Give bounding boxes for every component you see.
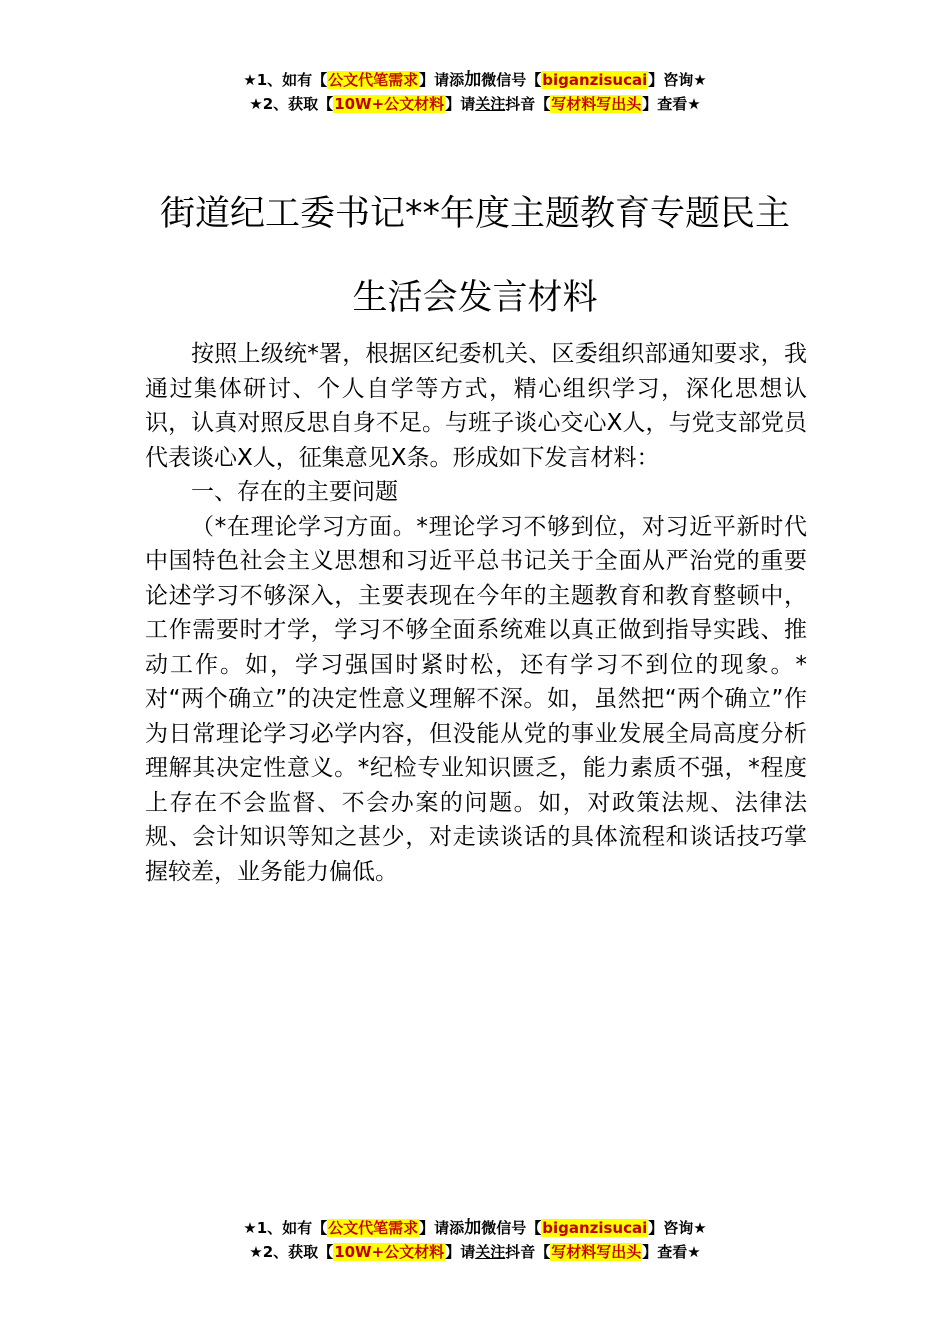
- banner-text: 】咨询★: [648, 71, 707, 89]
- banner-highlight: 公文代笔需求: [328, 71, 419, 89]
- banner-highlight: 10W+公文材料: [334, 1243, 445, 1261]
- banner-text: ★2、获取【: [249, 95, 334, 113]
- banner-text: 微信号【: [481, 1219, 542, 1237]
- banner-line-1: [0, 1216, 950, 1240]
- title-line-2: 生活会发言材料: [352, 278, 598, 318]
- banner-highlight: 公文代笔需求: [328, 1219, 419, 1237]
- banner-emphasis: 关注: [475, 1243, 506, 1261]
- banner-highlight: 写材料写出头: [551, 95, 642, 113]
- section-heading: 一、存在的主要问题: [191, 479, 398, 505]
- document-body: [145, 337, 807, 889]
- banner-text: 】请添: [419, 1219, 465, 1237]
- banner-text: 抖音【: [505, 1243, 551, 1261]
- title-line-1: 街道纪工委书记**年度主题教育专题民主: [159, 194, 790, 234]
- banner-text: 】咨询★: [648, 1219, 707, 1237]
- banner-text: ★1、如有【: [243, 1219, 328, 1237]
- banner-text: ★2、获取【: [249, 1243, 334, 1261]
- banner-text: 】请添: [419, 71, 465, 89]
- banner-text: 】请: [445, 95, 476, 113]
- banner-text: 微信号【: [481, 71, 542, 89]
- banner-emphasis: 加: [464, 1218, 482, 1238]
- banner-text: 】查看★: [642, 95, 701, 113]
- paragraph-intro: 按照上级统*署，根据区纪委机关、区委组织部通知要求，我通过集体研讨、个人自学等方式，精心组织学习，深化思想认识，认真对照反思自身不足。与班子谈心交心X人，与党支部党员代表谈心X人，征集意见X条。形成如下发言材料：: [145, 341, 807, 471]
- document-title: [120, 172, 830, 340]
- banner-text: ★1、如有【: [243, 71, 328, 89]
- banner-highlight: 10W+公文材料: [334, 95, 445, 113]
- banner-text: 】请: [445, 1243, 476, 1261]
- paragraph-theory-study: （*在理论学习方面。*理论学习不够到位，对习近平新时代中国特色社会主义思想和习近平总书记关于全面从严治党的重要论述学习不够深入，主要表现在今年的主题教育和教育整顿中，工作需要时才学，学习不够全面系统难以真正做到指导实践、推动工作。如，学习强国时紧时松，还有学习不到位的现象。*对“两个确立”的决定性意义理解不深。如，虽然把“两个确立”作为日常理论学习必学内容，但没能从党的事业发展全局高度分析理解其决定性意义。*纪检专业知识匮乏，能力素质不强，*程度上存在不会监督、不会办案的问题。如，对政策法规、法律法规、会计知识等知之甚少，对走读谈话的具体流程和谈话技巧掌握较差，业务能力偏低。: [145, 513, 807, 885]
- footer-banner: [0, 1216, 950, 1264]
- banner-highlight: biganzisucai: [542, 71, 648, 89]
- banner-text: 】查看★: [642, 1243, 701, 1261]
- banner-line-2: [0, 1240, 950, 1264]
- header-banner: [0, 68, 950, 116]
- banner-line-1: [0, 68, 950, 92]
- banner-highlight: 写材料写出头: [551, 1243, 642, 1261]
- banner-line-2: [0, 92, 950, 116]
- banner-emphasis: 关注: [475, 95, 506, 113]
- banner-highlight: biganzisucai: [542, 1219, 648, 1237]
- banner-emphasis: 加: [464, 70, 482, 90]
- banner-text: 抖音【: [505, 95, 551, 113]
